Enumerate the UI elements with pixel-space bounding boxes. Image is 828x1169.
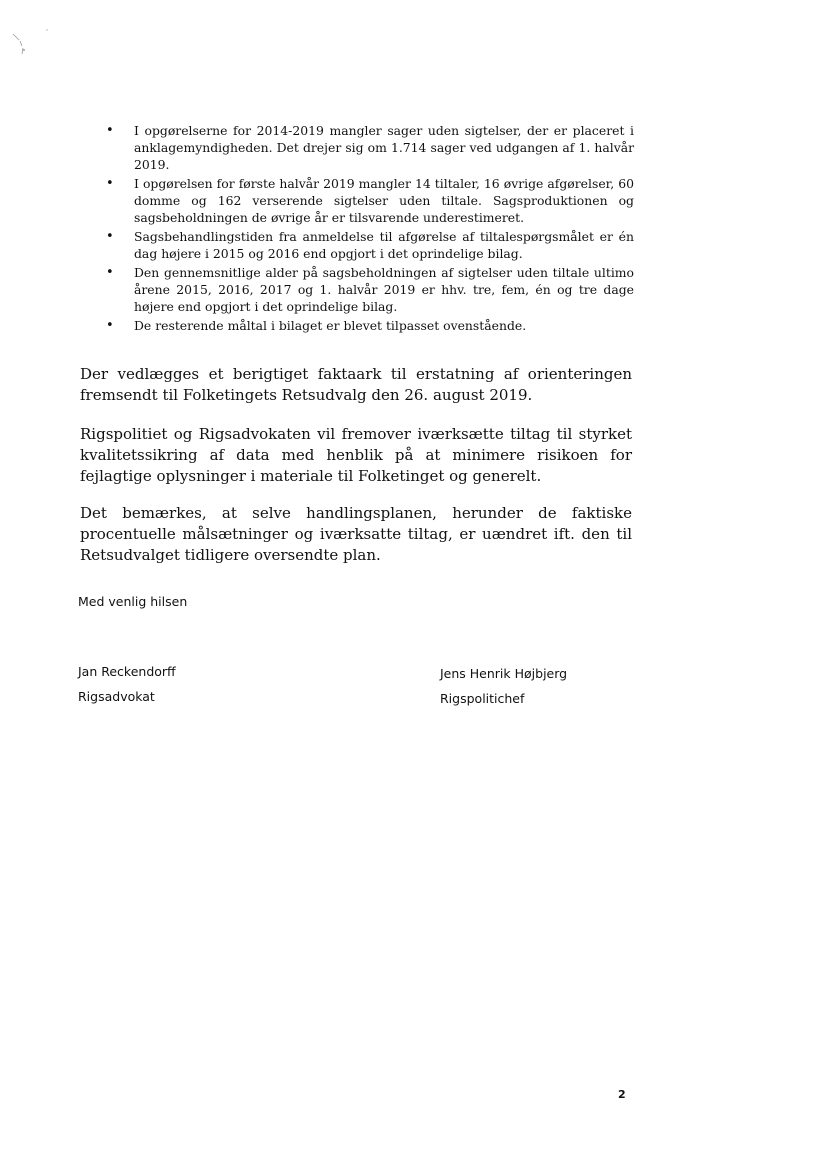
bullet-list (134, 122, 634, 336)
paragraph-faktaark: Der vedlægges et berigtiget faktaark til erstatning af orienteringen fremsendt til Folketingets Retsudvalg den 26. august 2019. (80, 365, 632, 404)
bullet-item: • De resterende måltal i bilaget er blevet tilpasset ovenstående. (134, 317, 634, 334)
paragraph-handlingsplan: Det bemærkes, at selve handlingsplanen, herunder de faktiske procentuelle målsætninger og iværksatte tiltag, er uændret ift. den til Retsudvalget tidligere oversendte plan. (80, 504, 632, 564)
signatory-title-right: Rigspolitichef (440, 691, 525, 706)
bullet-item: • I opgørelserne for 2014-2019 mangler sager uden sigtelser, der er placeret i anklagemyndigheden. Det drejer sig om 1.714 sager ved udgangen af 1. halvår 2019. (134, 122, 634, 173)
signatory-name-right: Jens Henrik Højbjerg (440, 666, 568, 681)
page-number: 2 (618, 1088, 626, 1101)
signatory-name-left: Jan Reckendorff (78, 664, 176, 679)
signatory-title-left: Rigsadvokat (78, 689, 155, 704)
bullet-item: • Sagsbehandlingstiden fra anmeldelse til afgørelse af tiltalespørgsmålet er én dag højere i 2015 og 2016 end opgjort i det oprindelige bilag. (134, 228, 634, 262)
paragraph-kvalitetssikring: Rigspolitiet og Rigsadvokaten vil fremover iværksætte tiltag til styrket kvalitetssikring af data med henblik på at minimere risikoen for fejlagtige oplysninger i materiale til Folketinget og generelt. (80, 425, 632, 485)
closing-greeting: Med venlig hilsen (78, 594, 188, 609)
bullet-item: • Den gennemsnitlige alder på sagsbeholdningen af sigtelser uden tiltale ultimo årene 2015, 2016, 2017 og 1. halvår 2019 er hhv. tre, fem, én og tre dage højere end opgjort i det oprindelige bilag. (134, 264, 634, 315)
scan-artifact-mark (10, 28, 50, 64)
bullet-item: • I opgørelsen for første halvår 2019 mangler 14 tiltaler, 16 øvrige afgørelser, 60 domme og 162 verserende sigtelser uden tiltale. Sagsproduktionen og sagsbeholdningen de øvrige år er tilsvarende underestimeret. (134, 175, 634, 226)
